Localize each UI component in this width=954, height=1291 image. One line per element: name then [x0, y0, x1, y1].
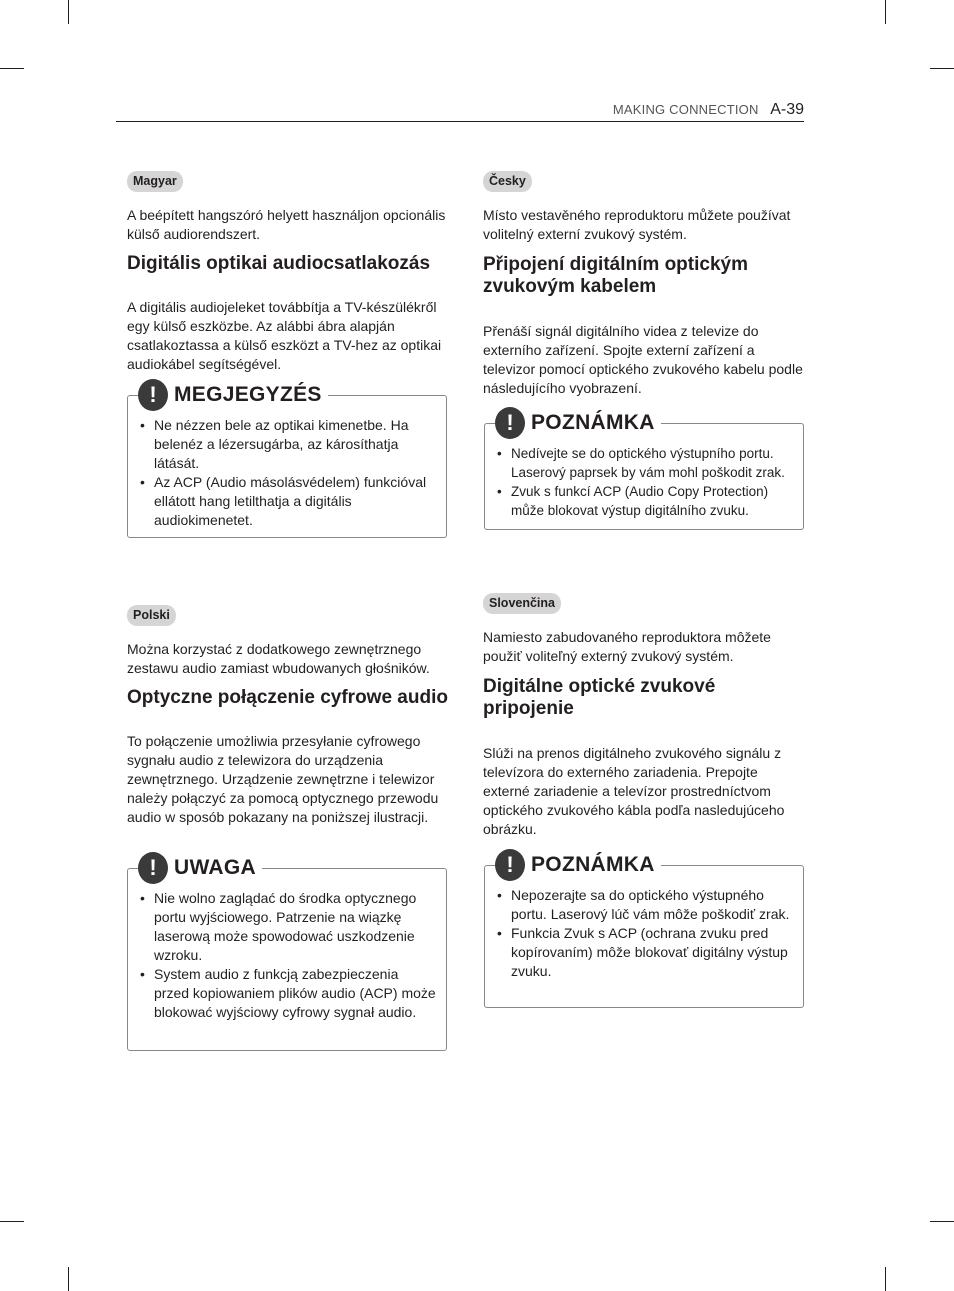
- note-box-polski: [127, 855, 447, 1051]
- note-header: [138, 379, 328, 411]
- header-rule: [116, 121, 804, 122]
- body-text: Přenáší signál digitálního videa z televize do externího zařízení. Spojte externí zařízení a televizor pomocí optického zvukového kabelu podle následujícího vyobrazení.: [483, 323, 803, 396]
- note-list: [485, 866, 803, 991]
- note-item: • Zvuk s funkcí ACP (Audio Copy Protection) může blokovat výstup digitálního zvuku.: [511, 482, 793, 520]
- section-cesky: [483, 171, 805, 398]
- header-section: MAKING CONNECTION: [612, 102, 759, 117]
- exclamation-icon: !: [138, 852, 168, 884]
- note-title: MEGJEGYZÉS: [174, 383, 322, 406]
- note-header: [495, 849, 661, 881]
- body-text: To połączenie umożliwia przesyłanie cyfrowego sygnału audio z telewizora do urządzenia zewnętrznego. Urządzenie zewnętrzne i telewizor należy połączyć za pomocą optycznego przewodu audio w sposób pokazany na poniższej ilustracji.: [127, 733, 439, 825]
- note-item: • Ne nézzen bele az optikai kimenetbe. Ha belenéz a lézersugárba, az károsíthatja látását.: [154, 416, 436, 473]
- language-tag: Magyar: [127, 171, 183, 192]
- note-box-slovencina: [484, 852, 804, 1008]
- section-heading: Digitális optikai audiocsatlakozás: [127, 253, 431, 274]
- crop-mark: [0, 68, 24, 69]
- body-text: A digitális audiojeleket továbbítja a TV-készülékről egy külső eszközbe. Az alábbi ábra alapján csatlakoztassa a külső eszközt a TV-hez az optikai audiokábel segítségével.: [127, 299, 442, 372]
- page-number: A-39: [770, 101, 804, 118]
- intro-text: A beépített hangszóró helyett használjon opcionális külső audiorendszert.: [127, 207, 446, 242]
- crop-mark: [930, 68, 954, 69]
- section-heading: Digitálne optické zvukové pripojenie: [483, 676, 716, 719]
- note-item: • Nedívejte se do optického výstupního portu. Laserový paprsek by vám mohl poškodit zrak.: [511, 444, 793, 482]
- language-tag: Polski: [127, 605, 176, 626]
- note-box-cesky: [484, 410, 804, 530]
- section-magyar: [127, 171, 449, 374]
- crop-mark: [68, 1267, 69, 1291]
- note-item: • Az ACP (Audio másolásvédelem) funkcióval ellátott hang letilthatja a digitális audiokimenetet.: [154, 473, 436, 530]
- crop-mark: [68, 0, 69, 24]
- note-title: POZNÁMKA: [531, 853, 655, 876]
- intro-text: Namiesto zabudovaného reproduktora môžete použiť voliteľný externý zvukový systém.: [483, 629, 771, 664]
- section-heading: Připojení digitálním optickým zvukovým kabelem: [483, 254, 748, 297]
- note-item: • System audio z funkcją zabezpieczenia przed kopiowaniem plików audio (ACP) może blokować wyjściowy cyfrowy sygnał audio.: [154, 965, 436, 1022]
- page-header: [613, 101, 804, 119]
- section-polski: [127, 605, 449, 827]
- exclamation-icon: !: [495, 407, 525, 439]
- note-list: [128, 869, 446, 1032]
- note-list: [128, 396, 446, 540]
- language-tag: Česky: [483, 171, 532, 192]
- note-title: POZNÁMKA: [531, 411, 655, 434]
- intro-text: Místo vestavěného reproduktoru můžete používat volitelný externí zvukový systém.: [483, 207, 791, 242]
- note-header: [138, 852, 262, 884]
- crop-mark: [885, 0, 886, 24]
- note-item: • Nepozerajte sa do optického výstupného portu. Laserový lúč vám môže poškodiť zrak.: [511, 886, 793, 924]
- note-list: [485, 424, 803, 530]
- section-slovencina: [483, 593, 805, 839]
- crop-mark: [885, 1267, 886, 1291]
- exclamation-icon: !: [138, 379, 168, 411]
- note-item: • Funkcia Zvuk s ACP (ochrana zvuku pred kopírovaním) môže blokovať digitálny výstup zvuku.: [511, 924, 793, 981]
- note-title: UWAGA: [174, 856, 256, 879]
- language-tag: Slovenčina: [483, 593, 561, 614]
- note-header: [495, 407, 661, 439]
- section-heading: Optyczne połączenie cyfrowe audio: [127, 687, 448, 708]
- crop-mark: [0, 1221, 24, 1222]
- exclamation-icon: !: [495, 849, 525, 881]
- intro-text: Można korzystać z dodatkowego zewnętrznego zestawu audio zamiast wbudowanych głośników.: [127, 641, 430, 676]
- crop-mark: [930, 1221, 954, 1222]
- body-text: Slúži na prenos digitálneho zvukového signálu z televízora do externého zariadenia. Prepojte externé zariadenie a televízor prostredníctvom optického zvukového kábla podľa nasledujúceho obrázku.: [483, 745, 785, 837]
- note-box-magyar: [127, 382, 447, 538]
- note-item: • Nie wolno zaglądać do środka optycznego portu wyjściowego. Patrzenie na wiązkę laserową może spowodować uszkodzenie wzroku.: [154, 889, 436, 965]
